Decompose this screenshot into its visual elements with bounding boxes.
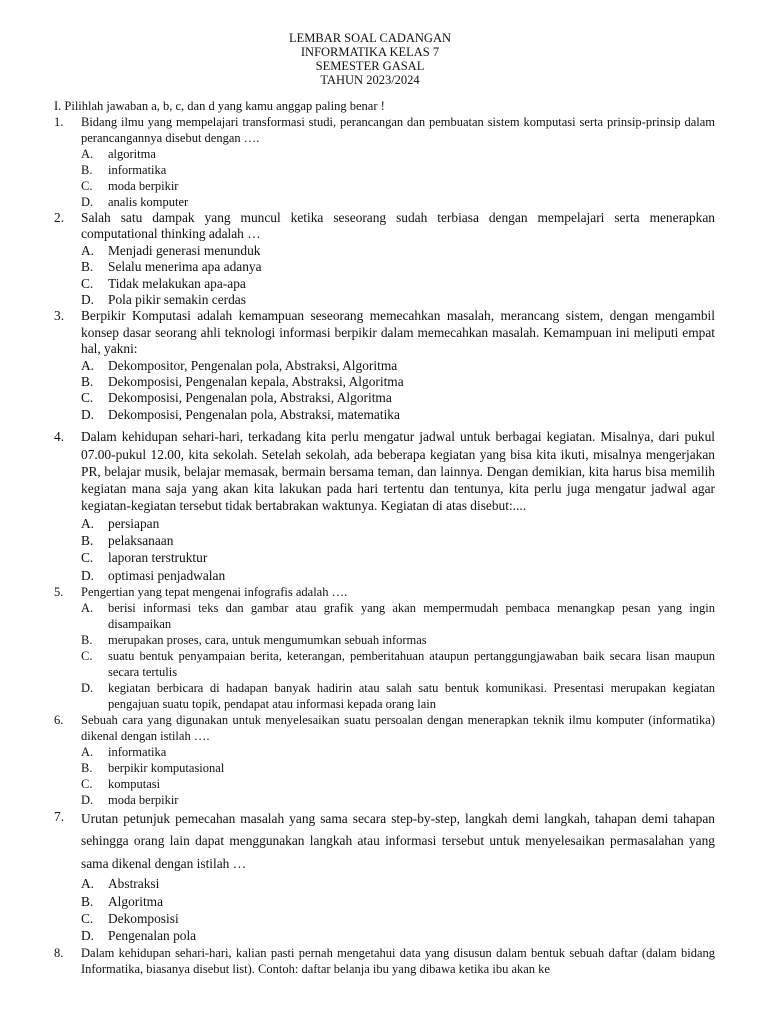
option-letter: B.: [81, 374, 94, 390]
question-text: Urutan petunjuk pemecahan masalah yang sama secara step-by-step, langkah demi langkah, tahapan demi tahapan sehingga orang lain dapat menggunakan langkah atau informasi tersebut untuk menyelesaikan permasalahan yang sama dikenal dengan istilah …: [81, 810, 715, 871]
option-letter: A.: [81, 357, 95, 373]
option-text: berpikir komputasional: [108, 760, 225, 775]
option-letter: A.: [81, 876, 95, 892]
option-c[interactable]: [81, 178, 715, 194]
header-year: TAHUN 2023/2024: [320, 73, 420, 87]
option-text: Algoritma: [108, 893, 164, 909]
question-6: [54, 712, 715, 808]
question-number: 3.: [54, 308, 65, 324]
option-text: Dekompositor, Pengenalan pola, Abstraksi, Algoritma: [108, 357, 398, 373]
option-d[interactable]: [81, 194, 715, 210]
option-c[interactable]: [81, 910, 715, 927]
option-letter: A.: [81, 147, 94, 161]
option-c[interactable]: [81, 648, 715, 680]
option-a[interactable]: [81, 146, 715, 162]
option-letter: A.: [81, 744, 94, 759]
option-b[interactable]: [81, 893, 715, 910]
option-letter: C.: [81, 550, 94, 566]
option-letter: A.: [81, 242, 95, 258]
option-b[interactable]: [81, 259, 715, 275]
question-text: Bidang ilmu yang mempelajari transformasi studi, perancangan dan pembuatan sistem komputasi serta prinsip-prinsip dalam perancangannya disebut dengan ….: [81, 115, 715, 145]
question-number: 7.: [54, 808, 65, 824]
option-text: berisi informasi teks dan gambar atau grafik yang akan mempermudah pembaca menangkap pesan yang ingin disampaikan: [108, 600, 715, 631]
question-number: 4.: [54, 429, 65, 445]
option-text: laporan terstruktur: [108, 550, 208, 566]
option-d[interactable]: [81, 407, 715, 423]
option-letter: A.: [81, 515, 95, 531]
option-b[interactable]: [81, 162, 715, 178]
option-a[interactable]: [81, 515, 715, 532]
option-c[interactable]: [81, 549, 715, 566]
question-number: 2.: [54, 210, 65, 225]
option-text: Dekomposisi: [108, 911, 179, 927]
option-b[interactable]: [81, 532, 715, 549]
option-b[interactable]: [81, 632, 715, 648]
header-title: LEMBAR SOAL CADANGAN: [288, 31, 452, 45]
option-d[interactable]: [81, 680, 715, 712]
option-letter: B.: [81, 259, 94, 275]
option-letter: B.: [81, 893, 94, 909]
option-text: komputasi: [108, 776, 161, 791]
option-d[interactable]: [81, 292, 715, 308]
option-text: optimasi penjadwalan: [108, 567, 226, 583]
option-text: Pola pikir semakin cerdas: [108, 292, 246, 308]
question-3: [54, 308, 715, 423]
question-number: 5.: [54, 584, 64, 599]
option-a[interactable]: [81, 744, 715, 760]
question-number: 6.: [54, 712, 64, 727]
option-text: algoritma: [108, 147, 156, 161]
option-a[interactable]: [81, 600, 715, 632]
option-text: merupakan proses, cara, untuk mengumumkan sebuah informas: [108, 632, 427, 647]
option-letter: B.: [81, 163, 93, 177]
question-2: [54, 210, 715, 308]
option-text: Selalu menerima apa adanya: [108, 259, 262, 275]
option-letter: B.: [81, 533, 94, 549]
option-text: Menjadi generasi menunduk: [108, 242, 261, 258]
option-letter: A.: [81, 600, 94, 615]
option-text: Dekomposisi, Pengenalan pola, Abstraksi, Algoritma: [108, 390, 392, 406]
option-b[interactable]: [81, 374, 715, 390]
option-letter: D.: [81, 567, 95, 583]
option-text: moda berpikir: [108, 792, 179, 807]
option-d[interactable]: [81, 927, 715, 944]
option-a[interactable]: [81, 875, 715, 892]
option-text: Tidak melakukan apa-apa: [108, 275, 246, 291]
option-d[interactable]: [81, 567, 715, 584]
option-text: kegiatan berbicara di hadapan banyak hadirin atau salah satu bentuk komunikasi. Presentasi merupakan kegiatan pengajuan suatu topik, pendapat atau informasi kepada orang lain: [108, 680, 715, 711]
option-letter: D.: [81, 680, 94, 695]
option-letter: D.: [81, 928, 95, 944]
question-text: Sebuah cara yang digunakan untuk menyelesaikan suatu persoalan dengan menerapkan teknik ilmu komputer (informatika) dikenal dengan istilah ….: [81, 712, 715, 743]
question-number: 1.: [54, 115, 64, 129]
option-letter: B.: [81, 760, 93, 775]
option-text: analis komputer: [108, 195, 189, 209]
option-letter: C.: [81, 179, 93, 193]
option-text: Pengenalan pola: [108, 928, 197, 944]
option-b[interactable]: [81, 760, 715, 776]
question-number: 8.: [54, 945, 64, 960]
option-letter: D.: [81, 406, 95, 422]
question-5: [54, 584, 715, 712]
option-text: suatu bentuk penyampaian berita, keterangan, pemberitahuan ataupun pertanggungjawaban baik secara lisan maupun secara tertulis: [108, 648, 715, 679]
question-text: Dalam kehidupan sehari-hari, terkadang kita perlu mengatur jadwal untuk berbagai kegiatan. Misalnya, dari pukul 07.00-pukul 12.00, kita sekolah. Setelah sekolah, ada beberapa kegiatan yang bisa kita ikuti, misalnya mengerjakan PR, belajar musik, belajar memasak, bermain bersama teman, dan lainnya. Dengan demikian, kita harus bisa memilih kegiatan mana saja yang akan kita lakukan pada hari tertentu dan tentunya, kita perlu juga mengatur jadwal agar kegiatan-kegiatan tersebut tidak bertabrakan waktunya. Kegiatan di atas disebut:....: [81, 429, 715, 514]
option-text: informatika: [108, 744, 167, 759]
question-text: Pengertian yang tepat mengenai infografis adalah ….: [81, 584, 348, 599]
option-letter: C.: [81, 776, 93, 791]
option-c[interactable]: [81, 390, 715, 406]
option-letter: C.: [81, 275, 94, 291]
question-4: [54, 428, 715, 584]
option-c[interactable]: [81, 776, 715, 792]
option-text: pelaksanaan: [108, 533, 174, 549]
option-text: informatika: [108, 163, 167, 177]
option-text: Abstraksi: [108, 876, 160, 892]
question-8: [54, 945, 715, 977]
header-subject: INFORMATIKA KELAS 7: [300, 45, 440, 59]
option-text: persiapan: [108, 515, 160, 531]
document-header: [0, 31, 740, 87]
header-semester: SEMESTER GASAL: [315, 59, 425, 73]
question-text: Dalam kehidupan sehari-hari, kalian pasti pernah mengetahui data yang disusun dalam bentuk sebuah daftar (dalam bidang Informatika, biasanya disebut list). Contoh: daftar belanja ibu yang dibawa ketika ibu akan ke: [81, 945, 715, 976]
question-7: [54, 808, 715, 945]
question-text: Berpikir Komputasi adalah kemampuan seseorang memecahkan masalah, merancang sistem, dengan mengambil konsep dasar seorang ahli teknologi informasi berpikir dalam memecahkan masalah. Kemampuan ini meliputi empat hal, yakni:: [81, 308, 715, 357]
question-text: Salah satu dampak yang muncul ketika seseorang sudah terbiasa dengan mempelajari serta menerapkan computational thinking adalah …: [81, 210, 715, 242]
option-c[interactable]: [81, 276, 715, 292]
question-sheet: [54, 99, 715, 977]
instruction-text: I. Pilihlah jawaban a, b, c, dan d yang kamu anggap paling benar !: [54, 99, 385, 113]
option-letter: B.: [81, 632, 93, 647]
question-1: [54, 114, 715, 210]
option-d[interactable]: [81, 792, 715, 808]
option-letter: D.: [81, 195, 94, 209]
option-text: Dekomposisi, Pengenalan pola, Abstraksi, matematika: [108, 406, 400, 422]
option-a[interactable]: [81, 358, 715, 374]
option-text: moda berpikir: [108, 179, 179, 193]
option-letter: D.: [81, 292, 95, 308]
option-a[interactable]: [81, 243, 715, 259]
option-text: Dekomposisi, Pengenalan kepala, Abstraksi, Algoritma: [108, 374, 404, 390]
option-letter: C.: [81, 390, 94, 406]
option-letter: C.: [81, 911, 94, 927]
option-letter: C.: [81, 648, 93, 663]
option-letter: D.: [81, 792, 94, 807]
